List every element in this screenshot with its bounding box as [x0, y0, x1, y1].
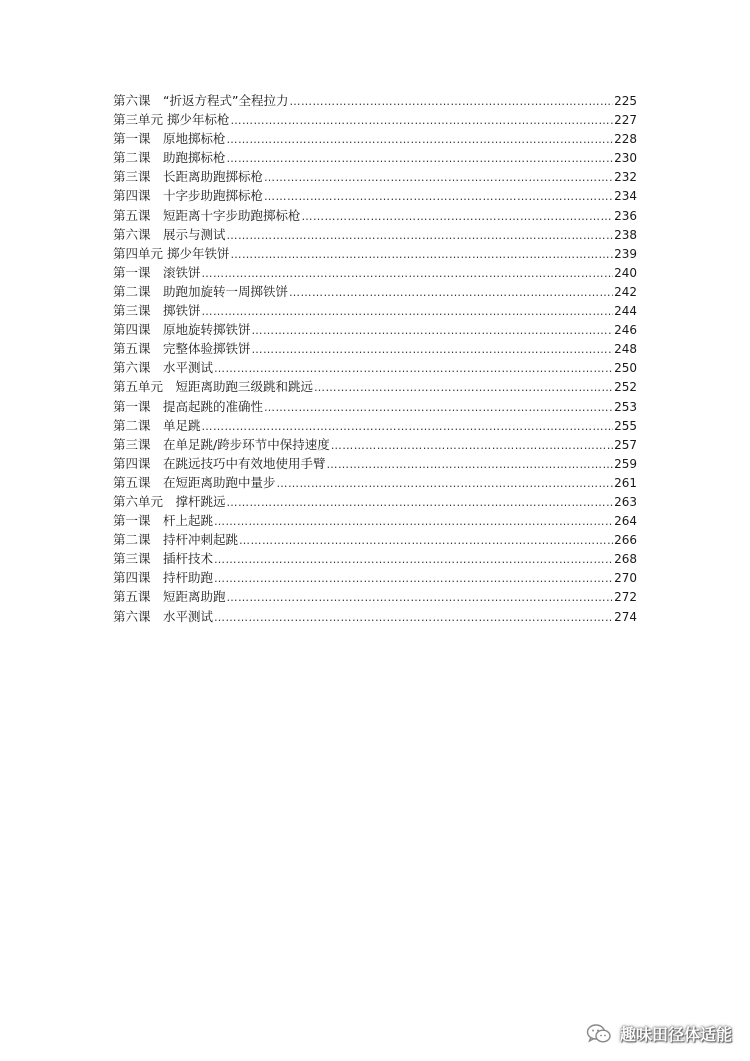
toc-entry — [113, 129, 637, 148]
toc-entry-title: 第四课 持杆助跑 — [113, 570, 214, 586]
toc-page-number: 242 — [614, 284, 637, 299]
toc-entry-title: 第六单元 撑杆跳远 — [113, 493, 226, 509]
toc-dot-leader — [230, 245, 613, 264]
toc-entry — [113, 435, 637, 454]
toc-page-number: 236 — [614, 208, 637, 223]
toc-dot-leader — [264, 187, 613, 206]
watermark — [586, 1022, 732, 1045]
toc-entry-title: 第一课 滚铁饼 — [113, 264, 201, 280]
toc-entry — [113, 511, 637, 530]
toc-page-number: 238 — [614, 227, 637, 242]
toc-dot-leader — [277, 474, 614, 493]
toc-entry — [113, 530, 637, 549]
toc-entry-title: 第四单元 掷少年铁饼 — [113, 245, 230, 261]
wechat-icon — [586, 1023, 612, 1045]
toc-entry — [113, 339, 637, 358]
toc-page-number: 250 — [614, 361, 637, 376]
toc-page-number: 255 — [614, 418, 637, 433]
toc-entry — [113, 473, 637, 492]
toc-dot-leader — [227, 493, 614, 512]
toc-page-number: 234 — [614, 189, 637, 204]
toc-dot-leader — [239, 531, 613, 550]
toc-entry-title: 第三课 在单足跳/跨步环节中保持速度 — [113, 436, 330, 452]
toc-page-number: 261 — [614, 475, 637, 490]
toc-dot-leader — [264, 168, 613, 187]
toc-page-number: 248 — [614, 342, 637, 357]
toc-page-number: 264 — [614, 514, 637, 529]
toc-page-number: 230 — [614, 151, 637, 166]
toc-dot-leader — [202, 302, 614, 321]
toc-entry-title: 第一课 杆上起跳 — [113, 513, 214, 529]
toc-entry — [113, 607, 637, 626]
toc-entry — [113, 358, 637, 377]
toc-dot-leader — [214, 550, 613, 569]
toc-entry-title: 第二课 助跑掷标枪 — [113, 150, 226, 166]
toc-dot-leader — [227, 130, 614, 149]
toc-entry — [113, 568, 637, 587]
toc-entry — [113, 549, 637, 568]
toc-entry-title: 第四课 在跳远技巧中有效地使用手臂 — [113, 455, 326, 471]
toc-entry-title: 第六课 水平测试 — [113, 608, 214, 624]
toc-entry-title: 第六课 “折返方程式”全程拉力 — [113, 93, 289, 108]
toc-dot-leader — [214, 569, 613, 588]
toc-dot-leader — [252, 340, 614, 359]
toc-entry-title: 第五课 短距离助跑 — [113, 589, 226, 605]
toc-entry — [113, 225, 637, 244]
toc-entry-title: 第五单元 短距离助跑三级跳和跳远 — [113, 379, 314, 395]
toc-dot-leader — [327, 455, 614, 474]
toc-entry-title: 第二课 持杆冲刺起跳 — [113, 532, 239, 548]
toc-entry-title: 第五课 在短距离助跑中量步 — [113, 474, 276, 490]
toc-entry-title: 第四课 十字步助跑掷标枪 — [113, 188, 264, 204]
toc-entry-title: 第五课 短距离十字步助跑掷标枪 — [113, 207, 301, 223]
toc-page-number: 239 — [614, 246, 637, 261]
toc-dot-leader — [264, 398, 613, 417]
toc-dot-leader — [202, 417, 614, 436]
toc-page-number: 274 — [614, 609, 637, 624]
toc-entry — [113, 263, 637, 282]
toc-page-number: 244 — [614, 304, 637, 319]
toc-page-number: 227 — [614, 113, 637, 128]
toc-dot-leader — [214, 512, 613, 531]
toc-page-number: 240 — [614, 265, 637, 280]
toc-page-number: 259 — [614, 456, 637, 471]
toc-entry — [113, 186, 637, 205]
toc-entry-title: 第六课 水平测试 — [113, 360, 214, 376]
toc-page-number: 263 — [614, 494, 637, 509]
toc-dot-leader — [302, 207, 614, 226]
toc-entry-title: 第二课 助跑加旋转一周掷铁饼 — [113, 283, 289, 299]
toc-entry — [113, 244, 637, 263]
toc-dot-leader — [202, 264, 614, 283]
toc-page-number: 252 — [614, 380, 637, 395]
toc-entry — [113, 454, 637, 473]
toc-entry — [113, 320, 637, 339]
toc-entry-title: 第三课 长距离助跑掷标枪 — [113, 169, 264, 185]
toc-entry — [113, 110, 637, 129]
toc-entry-title: 第三单元 掷少年标枪 — [113, 112, 230, 128]
toc-dot-leader — [314, 378, 613, 397]
toc-entry — [113, 397, 637, 416]
table-of-contents — [113, 91, 637, 626]
toc-page-number: 225 — [614, 94, 637, 108]
toc-entry-title: 第一课 提高起跳的准确性 — [113, 398, 264, 414]
toc-entry — [113, 282, 637, 301]
toc-entry-title: 第二课 单足跳 — [113, 417, 201, 433]
toc-dot-leader — [227, 588, 614, 607]
watermark-text: 趣味田径体适能 — [619, 1025, 732, 1044]
toc-dot-leader — [227, 149, 614, 168]
toc-dot-leader — [252, 321, 614, 340]
toc-entry-title: 第五课 完整体验掷铁饼 — [113, 341, 251, 357]
toc-page-number: 270 — [614, 571, 637, 586]
toc-dot-leader — [331, 436, 613, 455]
toc-page-number: 266 — [614, 533, 637, 548]
toc-entry — [113, 148, 637, 167]
toc-entry — [113, 91, 637, 110]
toc-dot-leader — [289, 92, 613, 111]
toc-page-number: 272 — [614, 590, 637, 605]
toc-dot-leader — [214, 359, 613, 378]
toc-dot-leader — [227, 226, 614, 245]
toc-entry — [113, 492, 637, 511]
toc-entry — [113, 301, 637, 320]
toc-dot-leader — [230, 111, 613, 130]
toc-page-number: 232 — [614, 170, 637, 185]
toc-entry-title: 第六课 展示与测试 — [113, 226, 226, 242]
toc-page-number: 228 — [614, 132, 637, 147]
toc-page-number: 246 — [614, 323, 637, 338]
toc-dot-leader — [289, 283, 613, 302]
toc-entry — [113, 377, 637, 396]
toc-entry-title: 第一课 原地掷标枪 — [113, 131, 226, 147]
toc-dot-leader — [214, 608, 613, 627]
toc-page-number: 253 — [614, 399, 637, 414]
toc-entry — [113, 206, 637, 225]
toc-entry — [113, 167, 637, 186]
toc-page-number: 268 — [614, 552, 637, 567]
toc-entry — [113, 416, 637, 435]
toc-entry-title: 第三课 插杆技术 — [113, 551, 214, 567]
toc-entry-title: 第三课 掷铁饼 — [113, 303, 201, 319]
toc-entry — [113, 587, 637, 606]
toc-entry-title: 第四课 原地旋转掷铁饼 — [113, 322, 251, 338]
toc-page-number: 257 — [614, 437, 637, 452]
